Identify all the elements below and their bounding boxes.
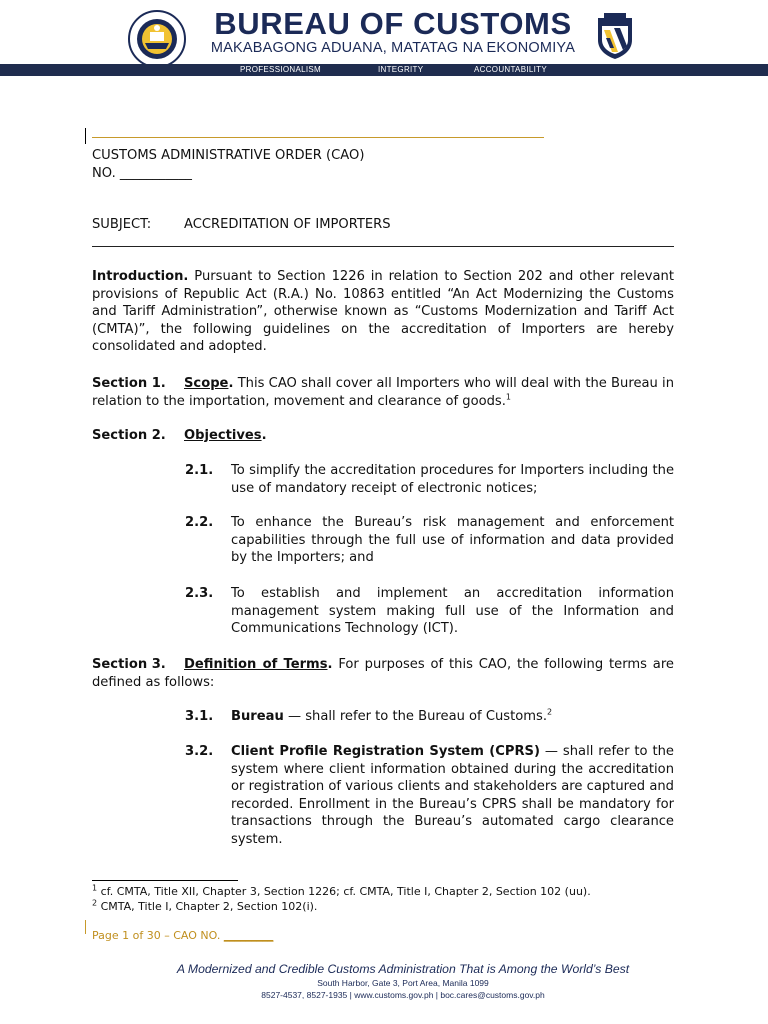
cao-line-2: NO. ___________ <box>92 165 192 181</box>
footer-motto: A Modernized and Credible Customs Administration That is Among the World’s Best <box>176 962 630 976</box>
section-2-number: Section 2. <box>92 428 166 443</box>
footnote-1: $^1$ cf. CMTA, Title XII, Chapter 3, Section 1226; cf. CMTA, Title I, Chapter 2, Section 102 (uu). <box>92 883 591 898</box>
footnote-2: $^2$ CMTA, Title I, Chapter 2, Section 102(i). <box>92 898 318 913</box>
definition: — shall refer to the Bureau of Customs. <box>283 709 547 724</box>
footnote-ref-2[interactable]: 2 <box>546 707 553 717</box>
term: Bureau <box>231 709 284 724</box>
section-1-number: Section 1. <box>92 376 166 391</box>
subject-line <box>92 216 674 234</box>
section-2-title: Objectives <box>184 428 262 443</box>
text-cursor <box>85 128 86 144</box>
letterhead <box>0 0 768 76</box>
cao-line-1: CUSTOMS ADMINISTRATIVE ORDER (CAO) <box>92 148 365 163</box>
section-3-number: Section 3. <box>92 657 166 672</box>
item-number: 2.2. <box>185 515 214 530</box>
gold-rule <box>92 137 544 138</box>
footnote-separator <box>92 880 238 881</box>
section-2-heading: Section 2. Objectives. <box>92 428 267 443</box>
value-professionalism: PROFESSIONALISM <box>240 65 321 74</box>
section-3: Section 3. Definition of Terms. For purposes of this CAO, the following terms are defined as follows: <box>92 657 674 690</box>
footnotes <box>92 884 692 914</box>
section-3-title: Definition of Terms <box>184 657 328 672</box>
definition: — shall refer to the system where client information obtained during the accreditation or registration of various clients and stakeholders are captured and recorded. Enrollment in the Bureau’s CPRS shall be mandatory for transactions through the Bureau’s automated cargo clearance system. <box>231 744 674 847</box>
item-text: To establish and implement an accreditation information management system making full use of the Information and Communications Technology (ICT). <box>231 586 674 637</box>
section-1-title: Scope <box>184 376 229 391</box>
item-number: 3.1. <box>185 709 214 724</box>
item-text <box>231 708 674 726</box>
boc-shield-logo-icon <box>596 12 634 60</box>
term: Client Profile Registration System (CPRS) <box>231 744 540 759</box>
section-1-text: This CAO shall cover all Importers who will deal with the Bureau in relation to the importation, movement and clearance of goods. <box>92 376 674 409</box>
agency-title: BUREAU OF CUSTOMS <box>214 6 572 41</box>
values-band <box>0 64 768 76</box>
footer-address: South Harbor, Gate 3, Port Area, Manila 1099 <box>317 978 489 988</box>
item-number: 2.3. <box>185 586 214 601</box>
cao-number-blank: _________ <box>223 929 274 942</box>
item-text <box>231 743 674 849</box>
item-number: 3.2. <box>185 744 214 759</box>
introduction-paragraph <box>92 268 674 356</box>
intro-label: Introduction. <box>92 269 189 284</box>
agency-tagline: MAKABAGONG ADUANA, MATATAG NA EKONOMIYA <box>210 40 576 56</box>
department-of-finance-seal-icon <box>128 10 186 68</box>
footnote-ref-1[interactable]: 1 <box>505 392 511 402</box>
subject-label: SUBJECT: <box>92 217 152 232</box>
footer-cursor <box>85 920 86 934</box>
section-1: Section 1. Scope. This CAO shall cover all Importers who will deal with the Bureau in relation to the importation, movement and clearance of goods.$^1$ <box>92 376 674 409</box>
item-text: To simplify the accreditation procedures for Importers including the use of mandatory receipt of electronic notices; <box>231 463 674 496</box>
footer-contacts: 8527-4537, 8527-1935 | www.customs.gov.ph | boc.cares@customs.gov.ph <box>261 990 545 1000</box>
value-integrity: INTEGRITY <box>378 65 424 74</box>
page-number-line <box>92 929 273 942</box>
subject-value: ACCREDITATION OF IMPORTERS <box>184 217 391 232</box>
value-accountability: ACCOUNTABILITY <box>474 65 547 74</box>
page-number-text: Page 1 of 30 – CAO NO. <box>92 929 224 942</box>
subject-divider <box>92 246 674 247</box>
cao-heading <box>92 147 364 182</box>
intro-text: Pursuant to Section 1226 in relation to Section 202 and other relevant provisions of Republic Act (R.A.) No. 10863 entitled “An Act Modernizing the Customs and Tariff Administration”, otherwise known as “Customs Modernization and Tariff Act (CMTA)”, the following guidelines on the accreditation of Importers are hereby consolidated and adopted. <box>92 269 674 355</box>
item-text: To enhance the Bureau’s risk management and enforcement capabilities through the full use of information and data provided by the Importers; and <box>231 515 674 566</box>
section-3-text: For purposes of this CAO, the following terms are defined as follows: <box>92 657 674 690</box>
item-number: 2.1. <box>185 463 214 478</box>
